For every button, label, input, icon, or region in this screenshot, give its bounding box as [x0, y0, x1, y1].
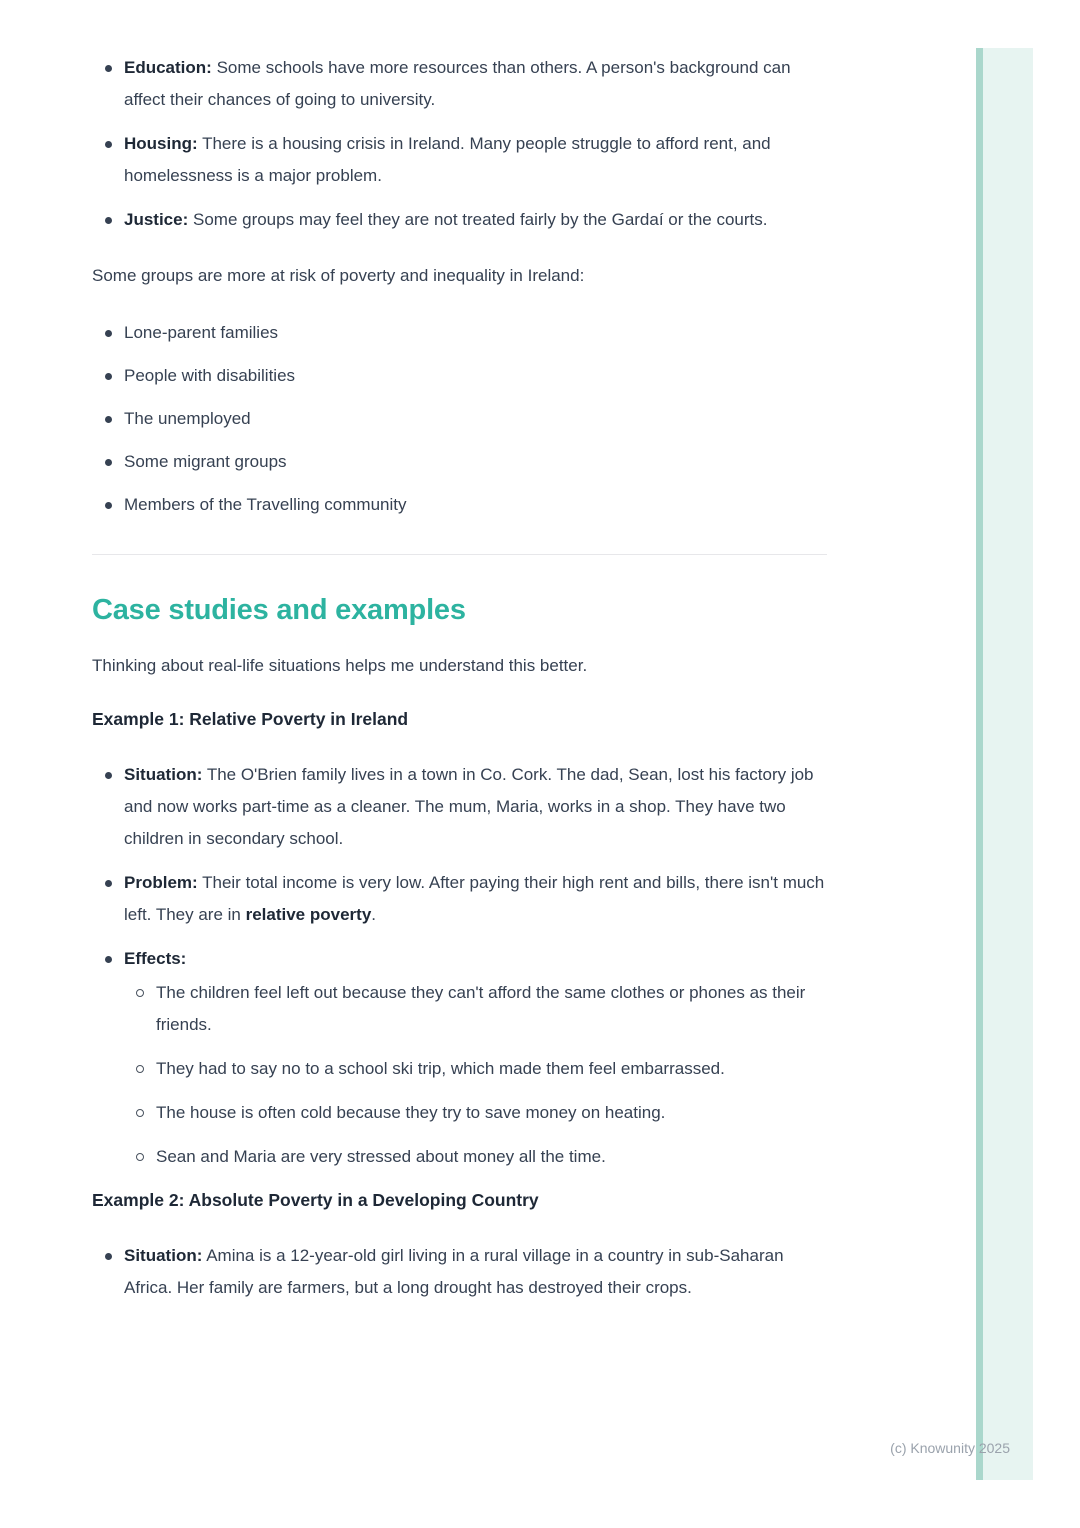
item-label: Situation: [124, 1246, 203, 1265]
list-item-education [92, 52, 827, 116]
sublist-item [124, 1097, 827, 1129]
bullet-icon [105, 416, 112, 423]
item-body: Their total income is very low. After paying their high rent and bills, there isn't much left. They are in [124, 873, 825, 924]
circle-bullet-icon [136, 1109, 144, 1117]
item-body: Some groups may feel they are not treated fairly by the Gardaí or the courts. [192, 210, 768, 229]
list-item-text: Members of the Travelling community [124, 495, 407, 514]
list-item-text [124, 943, 827, 1173]
list-item [92, 446, 827, 478]
sublist-item-text: Sean and Maria are very stressed about money all the time. [156, 1147, 606, 1166]
list-item [92, 403, 827, 435]
bullet-icon [105, 65, 112, 72]
list-item-text: Some migrant groups [124, 452, 287, 471]
list-item-text [124, 204, 827, 236]
item-body: The O'Brien family lives in a town in Co. Cork. The dad, Sean, lost his factory job and now works part-time as a cleaner. The mum, Maria, works in a shop. They have two children in secondary school. [124, 765, 814, 848]
example1-title: Example 1: Relative Poverty in Ireland [92, 709, 409, 729]
circle-bullet-icon [136, 1065, 144, 1073]
list-item-text [124, 128, 827, 192]
list-item-situation [92, 759, 827, 855]
right-accent-bar [976, 48, 1033, 1480]
bullet-icon [105, 880, 112, 887]
item-label: Justice: [124, 210, 189, 229]
list-item-text: Lone-parent families [124, 323, 279, 342]
bullet-icon [105, 1253, 112, 1260]
bullet-icon [105, 330, 112, 337]
list-item-text: People with disabilities [124, 366, 296, 385]
bullet-icon [105, 956, 112, 963]
bullet-icon [105, 373, 112, 380]
list-item [92, 317, 827, 349]
list-item-text [124, 867, 827, 931]
example1-list [92, 759, 827, 1173]
item-body: There is a housing crisis in Ireland. Many people struggle to afford rent, and homelessness is a major problem. [124, 134, 771, 185]
circle-bullet-icon [136, 989, 144, 997]
list-item-housing [92, 128, 827, 192]
bullet-icon [105, 141, 112, 148]
sublist-item-text: The children feel left out because they can't afford the same clothes or phones as their friends. [156, 983, 806, 1034]
section-intro: Thinking about real-life situations helps me understand this better. [92, 656, 588, 675]
list-item-text: The unemployed [124, 409, 251, 428]
item-body-after: . [371, 905, 377, 924]
list-item [92, 360, 827, 392]
bullet-icon [105, 772, 112, 779]
list-item-text [124, 52, 827, 116]
sublist-item-text: The house is often cold because they try to save money on heating. [156, 1103, 666, 1122]
section-heading: Case studies and examples [92, 594, 466, 626]
document-content [92, 52, 827, 1304]
effects-sublist [124, 977, 827, 1173]
bullet-icon [105, 502, 112, 509]
example2-list [92, 1240, 827, 1304]
list-item-justice [92, 204, 827, 236]
item-label: Education: [124, 58, 212, 77]
sublist-item [124, 1053, 827, 1085]
risk-groups-list [92, 317, 827, 521]
section-divider [92, 554, 827, 555]
item-body: Some schools have more resources than others. A person's background can affect their chances of going to university. [124, 58, 791, 109]
item-label: Problem: [124, 873, 198, 892]
item-label: Effects: [124, 949, 187, 968]
item-bold-phrase: relative poverty [245, 905, 372, 924]
sublist-item [124, 1141, 827, 1173]
list-item-text [124, 1240, 827, 1304]
example2-title: Example 2: Absolute Poverty in a Developing Country [92, 1190, 539, 1210]
list-item [92, 489, 827, 521]
list-item-effects [92, 943, 827, 1173]
circle-bullet-icon [136, 1153, 144, 1161]
item-body: Amina is a 12-year-old girl living in a rural village in a country in sub-Saharan Africa. Her family are farmers, but a long drought has destroyed their crops. [124, 1246, 784, 1297]
inequality-areas-list [92, 52, 827, 236]
sublist-item [124, 977, 827, 1041]
sublist-item-text: They had to say no to a school ski trip, which made them feel embarrassed. [156, 1059, 725, 1078]
bullet-icon [105, 217, 112, 224]
item-label: Housing: [124, 134, 198, 153]
list-item-situation [92, 1240, 827, 1304]
copyright-footer: (c) Knowunity 2025 [890, 1440, 1010, 1456]
bullet-icon [105, 459, 112, 466]
item-label: Situation: [124, 765, 203, 784]
list-item-problem [92, 867, 827, 931]
list-item-text [124, 759, 827, 855]
risk-groups-intro: Some groups are more at risk of poverty and inequality in Ireland: [92, 266, 585, 285]
